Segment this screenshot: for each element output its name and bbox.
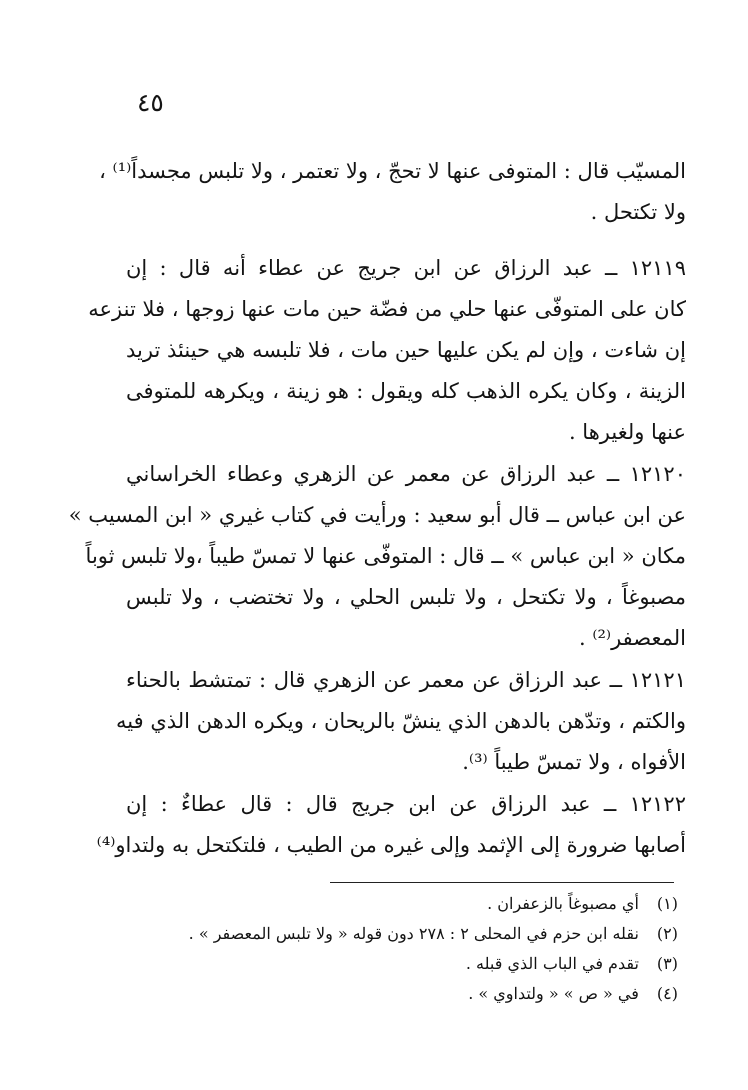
text-line: الأفواه ، ولا تمسّ طيباً ⁽³⁾. — [462, 750, 686, 774]
text-line: ١٢١٢١ ــ عبد الرزاق عن معمر عن الزهري قال : تمتشط بالحناء — [126, 668, 686, 692]
footnotes — [118, 889, 678, 1009]
text-line: الزينة ، وكان يكره الذهب كله ويقول : هو زينة ، ويكرهه للمتوفى — [126, 379, 686, 403]
hadith-12119 — [88, 248, 686, 453]
footnote-item — [118, 949, 678, 979]
footnote-item — [118, 919, 678, 949]
footnote-text: أي مصبوغاً بالزعفران . — [487, 894, 639, 913]
text-line: مصبوغاً ، ولا تكتحل ، ولا تلبس الحلي ، ولا تختضب ، ولا تلبس — [126, 585, 686, 609]
text-line: عن ابن عباس ــ قال أبو سعيد : ورأيت في كتاب غيري « ابن المسيب » — [68, 503, 686, 527]
footnote-text: تقدم في الباب الذي قبله . — [465, 954, 639, 973]
text-line: إن شاءت ، وإن لم يكن عليها حين مات ، فلا تلبسه هي حينئذ تريد — [126, 338, 686, 362]
footnote-number: (٢) — [656, 924, 678, 943]
page-number: ٤٥ — [137, 88, 164, 117]
text-line: ١٢١٢٢ ــ عبد الرزاق عن ابن جريج قال : قال عطاءٌ : إن — [126, 792, 686, 816]
footnote-number: (٣) — [656, 954, 678, 973]
text-line: ١٢١٢٠ ــ عبد الرزاق عن معمر عن الزهري وعطاء الخراساني — [126, 462, 686, 486]
hadith-12120 — [68, 454, 686, 659]
footnote-number: (١) — [656, 894, 678, 913]
footnote-number: (٤) — [656, 984, 678, 1003]
text-line: والكتم ، وتدّهن بالدهن الذي ينشّ بالريحان ، ويكره الدهن الذي فيه — [116, 709, 686, 733]
text-line: المسيّب قال : المتوفى عنها لا تحجّ ، ولا تعتمر ، ولا تلبس مجسداً⁽¹⁾ ، — [99, 159, 686, 183]
footnote-text: في « ص » « ولتداوي » . — [468, 984, 639, 1003]
footnote-text: نقله ابن حزم في المحلى ٢ : ٢٧٨ دون قوله « ولا تلبس المعصفر » . — [188, 924, 639, 943]
text-line: مكان « ابن عباس » ــ قال : المتوفّى عنها لا تمسّ طيباً ،ولا تلبس ثوباً — [85, 544, 686, 568]
text-line: ١٢١١٩ ــ عبد الرزاق عن ابن جريج عن عطاء أنه قال : إن — [126, 256, 686, 280]
footnote-item — [118, 889, 678, 919]
text-line: ولا تكتحل . — [590, 200, 686, 224]
intro-paragraph — [99, 151, 686, 233]
hadith-12122 — [96, 784, 686, 866]
text-line: كان على المتوفّى عنها حلي من فضّة حين مات عنها زوجها ، فلا تنزعه — [88, 297, 686, 321]
text-line: أصابها ضرورة إلى الإثمد وإلى غيره من الطيب ، فلتكتحل به ولتداو⁽⁴⁾ — [96, 833, 686, 857]
footnote-item — [118, 979, 678, 1009]
footnote-divider — [330, 882, 674, 883]
text-line: المعصفر⁽²⁾ . — [578, 626, 686, 650]
hadith-12121 — [116, 660, 686, 783]
text-line: عنها ولغيرها . — [568, 420, 686, 444]
